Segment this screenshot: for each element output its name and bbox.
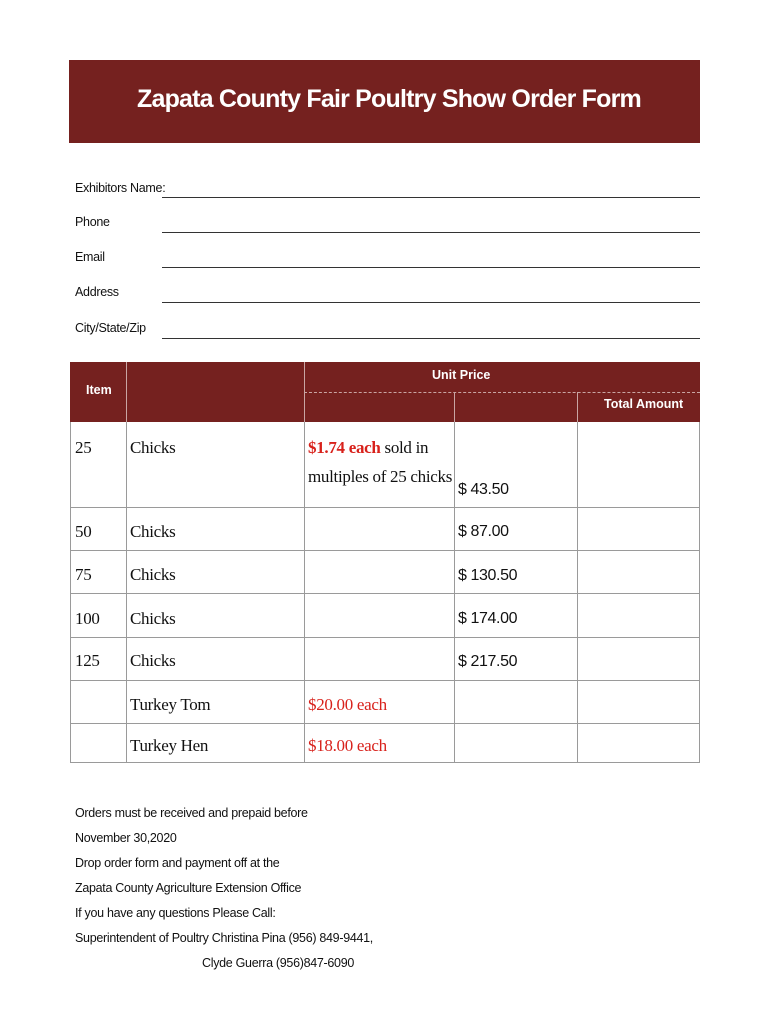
row-description: Chicks [130, 651, 176, 670]
row-description: Turkey Hen [130, 736, 209, 755]
row-item-qty: 75 [75, 565, 92, 584]
row-description: Chicks [130, 522, 176, 541]
email-label: Email [75, 250, 105, 264]
exhibitor-name-label: Exhibitors Name: [75, 181, 166, 195]
address-label: Address [75, 285, 119, 299]
city-state-zip-field[interactable] [162, 338, 700, 339]
row-amount: $ 174.00 [458, 610, 518, 627]
page-title: Zapata County Fair Poultry Show Order Form [137, 85, 641, 113]
header-divider [454, 392, 455, 422]
phone-field[interactable] [162, 232, 700, 233]
table-row-divider [70, 723, 700, 724]
header-total-amount: Total Amount [604, 397, 684, 411]
table-column-divider [304, 422, 305, 762]
row-item-qty: 125 [75, 651, 100, 670]
row-amount: $ 43.50 [458, 481, 509, 498]
table-row-divider [70, 680, 700, 681]
notes-line: Clyde Guerra (956)847-6090 [202, 956, 355, 970]
header-unit-price: Unit Price [432, 368, 491, 382]
price-highlight: $1.74 each [308, 438, 381, 457]
row-amount: $ 130.50 [458, 567, 518, 584]
table-column-divider [577, 422, 578, 762]
header-divider [126, 362, 127, 422]
email-field[interactable] [162, 267, 700, 268]
row-amount: $ 217.50 [458, 653, 518, 670]
notes-line: If you have any questions Please Call: [75, 906, 276, 920]
row-description: Turkey Tom [130, 695, 211, 714]
row-description: Chicks [130, 565, 176, 584]
header-divider [577, 392, 578, 422]
table-border [70, 762, 700, 763]
row-description: Chicks [130, 609, 176, 628]
header-item: Item [86, 383, 112, 397]
notes-line: November 30,2020 [75, 831, 177, 845]
table-row-divider [70, 550, 700, 551]
table-row-divider [70, 593, 700, 594]
table-row-divider [70, 507, 700, 508]
city-state-zip-label: City/State/Zip [75, 321, 146, 335]
notes-line: Zapata County Agriculture Extension Office [75, 881, 302, 895]
row-item-qty: 100 [75, 609, 100, 628]
header-dashed-rule [304, 392, 700, 393]
row-unit-price: $18.00 each [308, 736, 387, 755]
exhibitor-name-field[interactable] [162, 197, 700, 198]
notes-line: Drop order form and payment off at the [75, 856, 280, 870]
table-border [699, 422, 700, 762]
address-field[interactable] [162, 302, 700, 303]
notes-line: Superintendent of Poultry Christina Pina (956) 849-9441, [75, 931, 373, 945]
table-column-divider [126, 422, 127, 762]
row-unit-price-note: multiples of 25 chicks [308, 467, 453, 486]
order-table [70, 362, 700, 762]
order-notes [75, 801, 373, 976]
row-unit-price: $20.00 each [308, 695, 387, 714]
table-column-divider [454, 422, 455, 762]
notes-line: Orders must be received and prepaid before [75, 806, 308, 820]
phone-label: Phone [75, 215, 110, 229]
row-amount: $ 87.00 [458, 523, 509, 540]
row-description: Chicks [130, 438, 176, 457]
table-border [70, 422, 71, 762]
table-row-divider [70, 637, 700, 638]
price-note: sold in [380, 438, 429, 457]
row-item-qty: 25 [75, 438, 92, 457]
row-item-qty: 50 [75, 522, 92, 541]
row-unit-price [308, 438, 428, 458]
